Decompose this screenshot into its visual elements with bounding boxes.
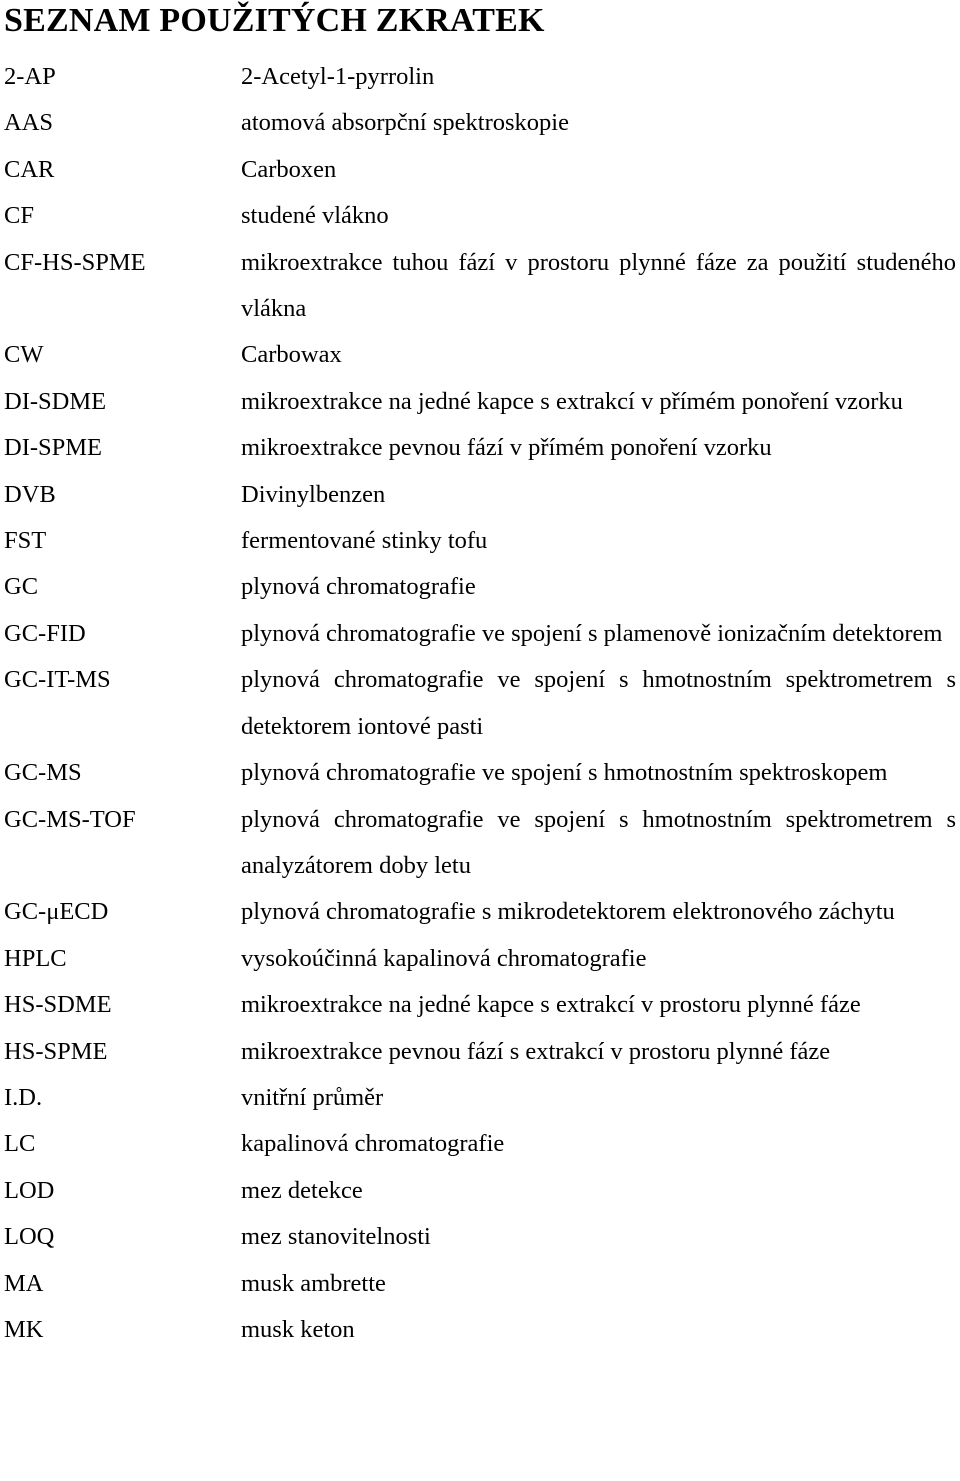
list-item bbox=[4, 472, 956, 518]
definition: atomová absorpční spektroskopie bbox=[241, 109, 569, 137]
definition: mikroextrakce na jedné kapce s extrakcí v přímém ponoření vzorku bbox=[241, 387, 903, 415]
abbreviation: DI-SDME bbox=[4, 387, 107, 415]
definition: mikroextrakce na jedné kapce s extrakcí v prostoru plynné fáze bbox=[241, 991, 861, 1019]
abbreviation: HS-SDME bbox=[4, 991, 112, 1019]
definition: vnitřní průměr bbox=[241, 1083, 384, 1111]
list-item bbox=[4, 425, 956, 471]
abbreviation: LC bbox=[4, 1130, 36, 1158]
abbreviation: GC bbox=[4, 573, 39, 601]
abbreviation: CF-HS-SPME bbox=[4, 248, 146, 276]
definition: mikroextrakce pevnou fází v přímém ponoření vzorku bbox=[241, 434, 772, 462]
definition: vysokoúčinná kapalinová chromatografie bbox=[241, 944, 647, 972]
abbreviation: CW bbox=[4, 341, 44, 369]
abbreviation: LOD bbox=[4, 1176, 55, 1204]
list-item bbox=[4, 982, 956, 1028]
list-item bbox=[4, 1261, 956, 1307]
list-item bbox=[4, 564, 956, 610]
definition: mez stanovitelnosti bbox=[241, 1223, 431, 1251]
abbreviation: GC-MS-TOF bbox=[4, 805, 136, 833]
definition: musk ambrette bbox=[241, 1269, 386, 1297]
list-item bbox=[4, 332, 956, 378]
list-item bbox=[4, 240, 956, 333]
abbreviation: I.D. bbox=[4, 1083, 43, 1111]
definition: plynová chromatografie ve spojení s plamenově ionizačním detektorem bbox=[241, 619, 943, 647]
list-item bbox=[4, 936, 956, 982]
abbreviation: HS-SPME bbox=[4, 1037, 108, 1065]
list-item bbox=[4, 657, 956, 750]
page-title: SEZNAM POUŽITÝCH ZKRATEK bbox=[4, 2, 545, 39]
definition: plynová chromatografie s mikrodetektorem elektronového záchytu bbox=[241, 898, 895, 926]
list-item bbox=[4, 147, 956, 193]
list-item bbox=[4, 611, 956, 657]
definition: plynová chromatografie ve spojení s hmotnostním spektrometrem s detektorem iontové pasti bbox=[241, 666, 956, 740]
abbreviation: CF bbox=[4, 202, 34, 230]
definition: Carboxen bbox=[241, 155, 337, 183]
list-item bbox=[4, 750, 956, 796]
abbreviation: MA bbox=[4, 1269, 44, 1297]
abbreviation: MK bbox=[4, 1315, 44, 1343]
definition: mikroextrakce pevnou fází s extrakcí v prostoru plynné fáze bbox=[241, 1037, 831, 1065]
definition: plynová chromatografie ve spojení s hmotnostním spektrometrem s analyzátorem doby letu bbox=[241, 805, 956, 879]
list-item bbox=[4, 797, 956, 890]
list-item bbox=[4, 1121, 956, 1167]
definition: mikroextrakce tuhou fází v prostoru plynné fáze za použití studeného vlákna bbox=[241, 248, 956, 323]
abbreviation: DI-SPME bbox=[4, 434, 103, 462]
list-item bbox=[4, 1029, 956, 1075]
list-item bbox=[4, 518, 956, 564]
list-item bbox=[4, 889, 956, 935]
definition: mez detekce bbox=[241, 1176, 363, 1204]
list-item bbox=[4, 379, 956, 425]
abbreviation: CAR bbox=[4, 155, 55, 183]
definition: 2-Acetyl-1-pyrrolin bbox=[241, 63, 435, 90]
abbreviation: LOQ bbox=[4, 1223, 55, 1251]
abbreviation: AAS bbox=[4, 109, 54, 137]
abbreviation: FST bbox=[4, 527, 47, 555]
definition: plynová chromatografie ve spojení s hmotnostním spektroskopem bbox=[241, 759, 888, 787]
abbreviation: GC-μECD bbox=[4, 898, 109, 926]
list-item bbox=[4, 1168, 956, 1214]
list-item bbox=[4, 1075, 956, 1121]
definition: fermentované stinky tofu bbox=[241, 527, 488, 555]
list-item bbox=[4, 1214, 956, 1260]
abbreviation: HPLC bbox=[4, 944, 67, 972]
abbreviation: GC-IT-MS bbox=[4, 666, 111, 694]
definition: Divinylbenzen bbox=[241, 480, 386, 508]
definition: musk keton bbox=[241, 1315, 355, 1343]
list-item bbox=[4, 100, 956, 146]
abbreviation: GC-FID bbox=[4, 619, 86, 647]
definition: Carbowax bbox=[241, 341, 342, 369]
definition: kapalinová chromatografie bbox=[241, 1130, 505, 1158]
abbreviation: GC-MS bbox=[4, 759, 82, 787]
abbreviation-list bbox=[4, 54, 956, 1353]
definition: plynová chromatografie bbox=[241, 573, 476, 601]
definition: studené vlákno bbox=[241, 202, 389, 230]
abbreviation: 2-AP bbox=[4, 63, 56, 90]
list-item bbox=[4, 193, 956, 239]
abbreviation: DVB bbox=[4, 480, 56, 508]
list-item bbox=[4, 1307, 956, 1353]
list-item bbox=[4, 54, 956, 100]
